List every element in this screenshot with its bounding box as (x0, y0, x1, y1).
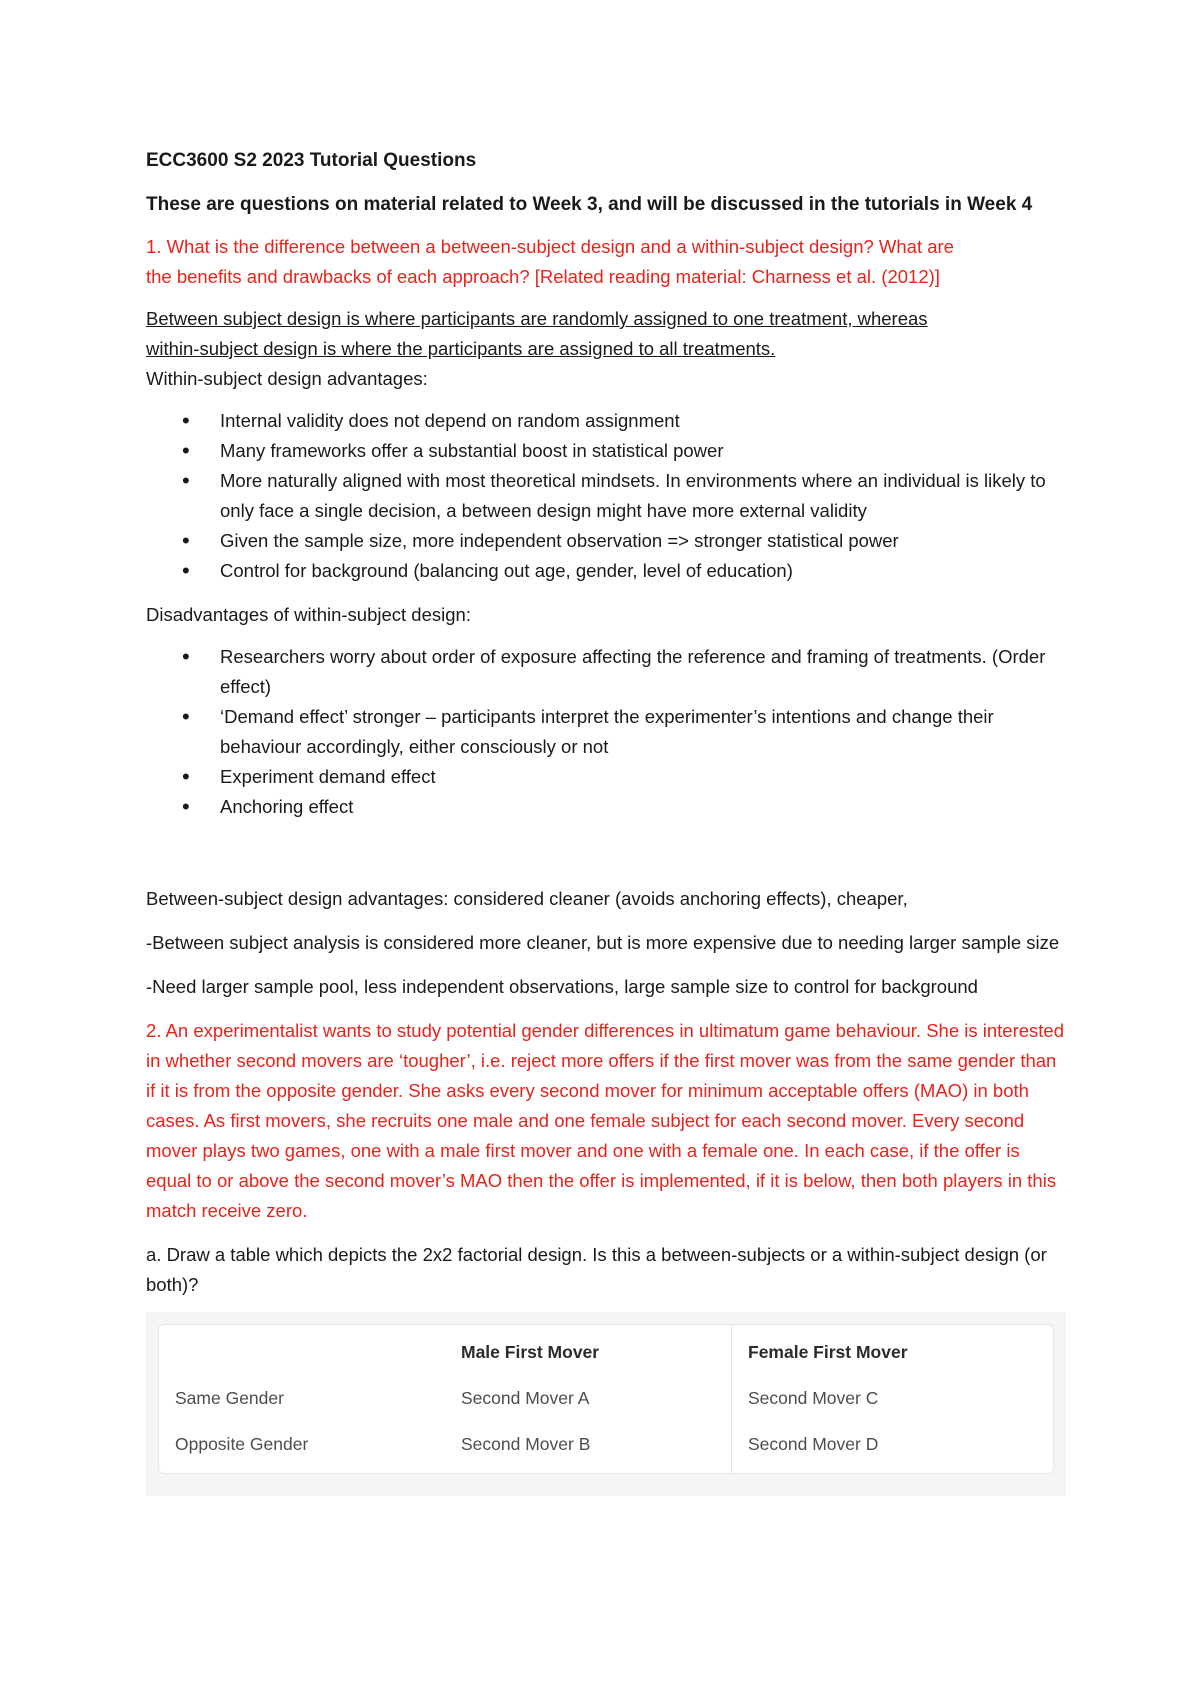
question-1 (146, 232, 1066, 292)
question-1-line-1: 1. What is the difference between a between-subject design and a within-subject design? What are (146, 236, 954, 257)
table-cell: Second Mover C (731, 1375, 1053, 1421)
question-2: 2. An experimentalist wants to study potential gender differences in ultimatum game behaviour. She is interested in whether second movers are ‘tougher’, i.e. reject more offers if the first mover was from the same gender than if it is from the opposite gender. She asks every second mover for minimum acceptable offers (MAO) in both cases. As first movers, she recruits one male and one female subject for each second mover. Every second mover plays two games, one with a male first mover and one with a female one. In each case, if the offer is equal to or above the second mover’s MAO then the offer is implemented, if it is below, then both players in this match receive zero. (146, 1020, 1064, 1221)
table-cell: Second Mover D (731, 1421, 1053, 1473)
table-header-female-first-mover: Female First Mover (731, 1325, 1053, 1375)
within-disadvantages-heading: Disadvantages of within-subject design: (146, 604, 471, 625)
question-2-part-a: a. Draw a table which depicts the 2x2 factorial design. Is this a between-subjects or a within-subject design (or both)? (146, 1244, 1047, 1295)
table-cell: Second Mover B (461, 1434, 591, 1454)
list-item: • More naturally aligned with most theoretical mindsets. In environments where an individual is likely to only face a single decision, a between design might have more external validity (146, 466, 1066, 526)
document-title: ECC3600 S2 2023 Tutorial Questions (146, 150, 477, 171)
table-row-label-same-gender: Same Gender (175, 1388, 284, 1408)
table-header-empty (159, 1325, 445, 1375)
within-advantages-list (146, 406, 1066, 586)
list-item: • Many frameworks offer a substantial boost in statistical power (146, 436, 1066, 466)
within-advantages-heading: Within-subject design advantages: (146, 368, 428, 389)
table-header-male-first-mover: Male First Mover (461, 1342, 600, 1362)
list-item: • Given the sample size, more independent observation => stronger statistical power (146, 526, 1066, 556)
between-note-2: -Need larger sample pool, less independent observations, large sample size to control for background (146, 976, 978, 997)
design-definition (146, 304, 1066, 364)
table-row-label-opposite-gender: Opposite Gender (175, 1434, 309, 1454)
question-1-line-2: the benefits and drawbacks of each approach? [Related reading material: Charness et al. (2012)] (146, 266, 940, 287)
list-item: • ‘Demand effect’ stronger – participants interpret the experimenter’s intentions and change their behaviour accordingly, either consciously or not (146, 702, 1066, 762)
list-item: • Control for background (balancing out age, gender, level of education) (146, 556, 1066, 586)
document-content (146, 146, 1066, 1496)
between-note-1: -Between subject analysis is considered more cleaner, but is more expensive due to needing larger sample size (146, 932, 1060, 953)
document-subtitle: These are questions on material related to Week 3, and will be discussed in the tutorials in Week 4 (146, 194, 1033, 215)
list-item: • Experiment demand effect (146, 762, 1066, 792)
factorial-design-table-wrapper (146, 1312, 1066, 1496)
within-disadvantages-list (146, 642, 1066, 822)
table-cell: Second Mover A (461, 1388, 590, 1408)
design-definition-line-1: Between subject design is where participants are randomly assigned to one treatment, whereas (146, 308, 928, 329)
list-item: • Internal validity does not depend on random assignment (146, 406, 1066, 436)
design-definition-line-2: within-subject design is where the participants are assigned to all treatments. (146, 338, 776, 359)
list-item: • Researchers worry about order of exposure affecting the reference and framing of treatments. (Order effect) (146, 642, 1066, 702)
between-advantages: Between-subject design advantages: considered cleaner (avoids anchoring effects), cheaper, (146, 888, 908, 909)
list-item: • Anchoring effect (146, 792, 1066, 822)
factorial-design-table (158, 1324, 1054, 1474)
